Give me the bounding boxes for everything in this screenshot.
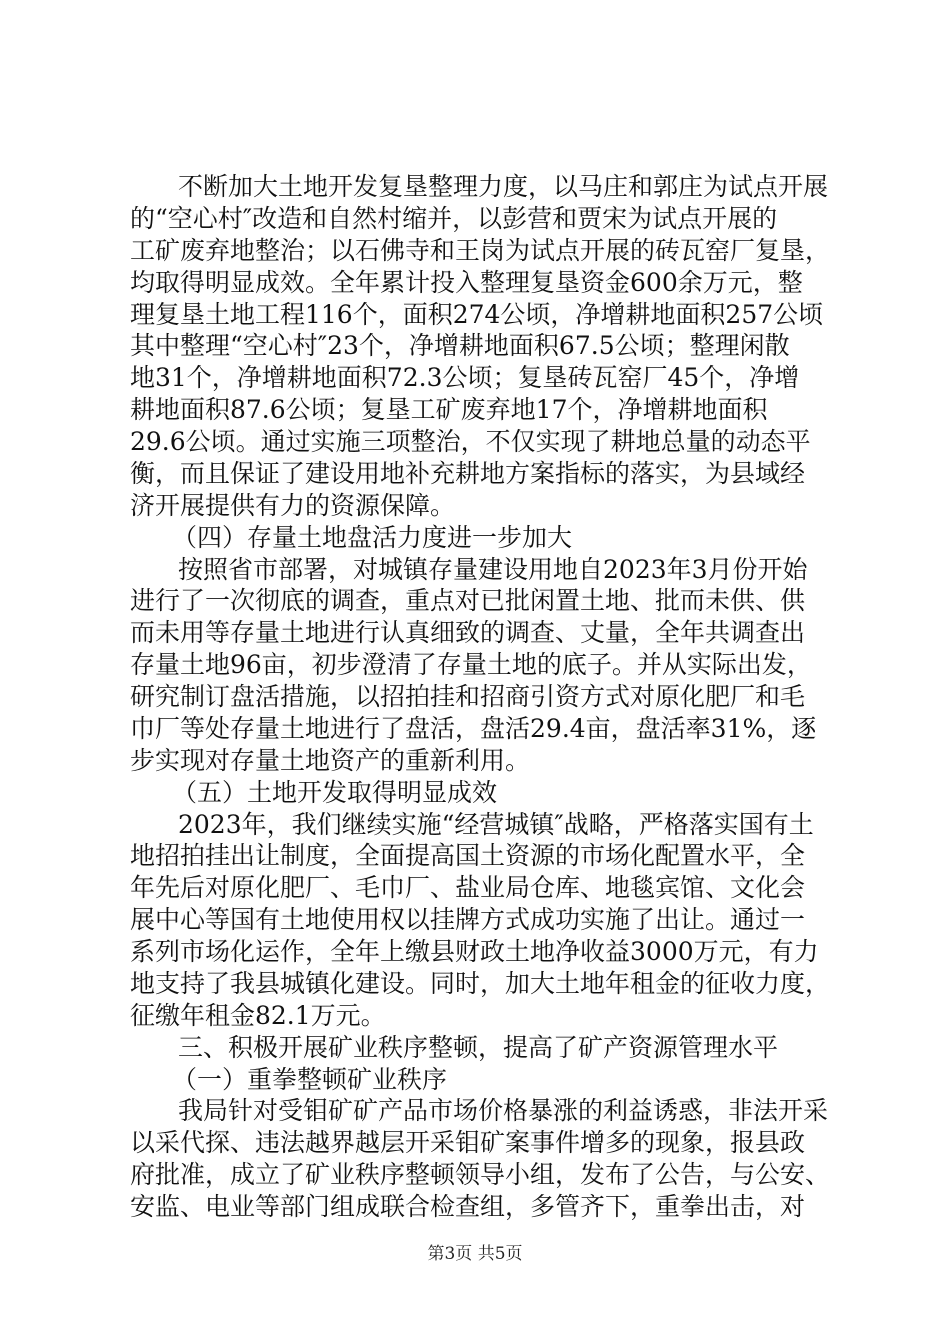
paragraph-line: 步实现对存量土地资产的重新利用。 [130, 745, 531, 775]
paragraph-line: 年先后对原化肥厂、毛巾厂、盐业局仓库、地毯宾馆、文化会 [130, 873, 806, 903]
paragraph-line: 地招拍挂出让制度，全面提高国土资源的市场化配置水平，全 [130, 841, 806, 871]
paragraph-line: 巾厂等处存量土地进行了盘活，盘活29.4亩，盘活率31%，逐 [130, 713, 817, 743]
paragraph-line: 地31个，净增耕地面积72.3公顷；复垦砖瓦窑厂45个，净增 [130, 363, 800, 393]
paragraph-line: 衡，而且保证了建设用地补充耕地方案指标的落实，为县域经 [130, 458, 806, 488]
paragraph-line: 我局针对受钼矿矿产品市场价格暴涨的利益诱惑，非法开采 [178, 1096, 829, 1126]
paragraph-line: 地支持了我县城镇化建设。同时，加大土地年租金的征收力度， [130, 968, 831, 998]
paragraph-line: 进行了一次彻底的调查，重点对已批闲置土地、批而未供、供 [130, 586, 806, 616]
paragraph-line: 不断加大土地开发复垦整理力度，以马庄和郭庄为试点开展 [178, 172, 829, 201]
paragraph-line: 2023年，我们继续实施“经营城镇″战略，严格落实国有土 [178, 809, 814, 839]
section-heading: （四）存量土地盘活力度进一步加大 [172, 522, 573, 552]
paragraph-line: 安监、电业等部门组成联合检查组，多管齐下，重拳出击，对 [130, 1192, 806, 1221]
paragraph-line: 系列市场化运作，全年上缴县财政土地净收益3000万元，有力 [130, 937, 819, 966]
page-number-footer: 第3页 共5页 [427, 1244, 523, 1264]
section-heading: （五）土地开发取得明显成效 [172, 777, 498, 807]
paragraph-line: 工矿废弃地整治；以石佛寺和王岗为试点开展的砖瓦窑厂复垦， [130, 235, 831, 265]
section-heading: （一）重拳整顿矿业秩序 [172, 1064, 448, 1094]
paragraph-line: 以采代探、违法越界越层开采钼矿案事件增多的现象，报县政 [130, 1128, 806, 1158]
paragraph-line: 均取得明显成效。全年累计投入整理复垦资金600余万元，整 [130, 267, 803, 297]
paragraph-line: 府批准，成立了矿业秩序整顿领导小组，发布了公告，与公安、 [130, 1160, 831, 1190]
paragraph-line: 理复垦土地工程116个，面积274公顷，净增耕地面积257公顷 [130, 299, 824, 329]
paragraph-line: 而未用等存量土地进行认真细致的调查、丈量，全年共调查出 [130, 618, 806, 648]
paragraph-line: 29.6公顷。通过实施三项整治，不仅实现了耕地总量的动态平 [130, 427, 811, 456]
paragraph-line: 展中心等国有土地使用权以挂牌方式成功实施了出让。通过一 [130, 905, 806, 935]
paragraph-line: 研究制订盘活措施，以招拍挂和招商引资方式对原化肥厂和毛 [130, 682, 806, 711]
paragraph-line: 存量土地96亩，初步澄清了存量土地的底子。并从实际出发， [130, 650, 812, 680]
paragraph-line: 其中整理“空心村″23个，净增耕地面积67.5公顷；整理闲散 [130, 331, 790, 361]
paragraph-line: 的“空心村″改造和自然村缩并，以彭营和贾宋为试点开展的 [130, 203, 778, 233]
chapter-heading: 三、积极开展矿业秩序整顿，提高了矿产资源管理水平 [178, 1032, 779, 1062]
paragraph-line: 济开展提供有力的资源保障。 [130, 490, 456, 520]
paragraph-line: 征缴年租金82.1万元。 [130, 1000, 386, 1030]
paragraph-line: 按照省市部署，对城镇存量建设用地自2023年3月份开始 [178, 554, 808, 584]
paragraph-line: 耕地面积87.6公顷；复垦工矿废弃地17个，净增耕地面积 [130, 395, 768, 425]
